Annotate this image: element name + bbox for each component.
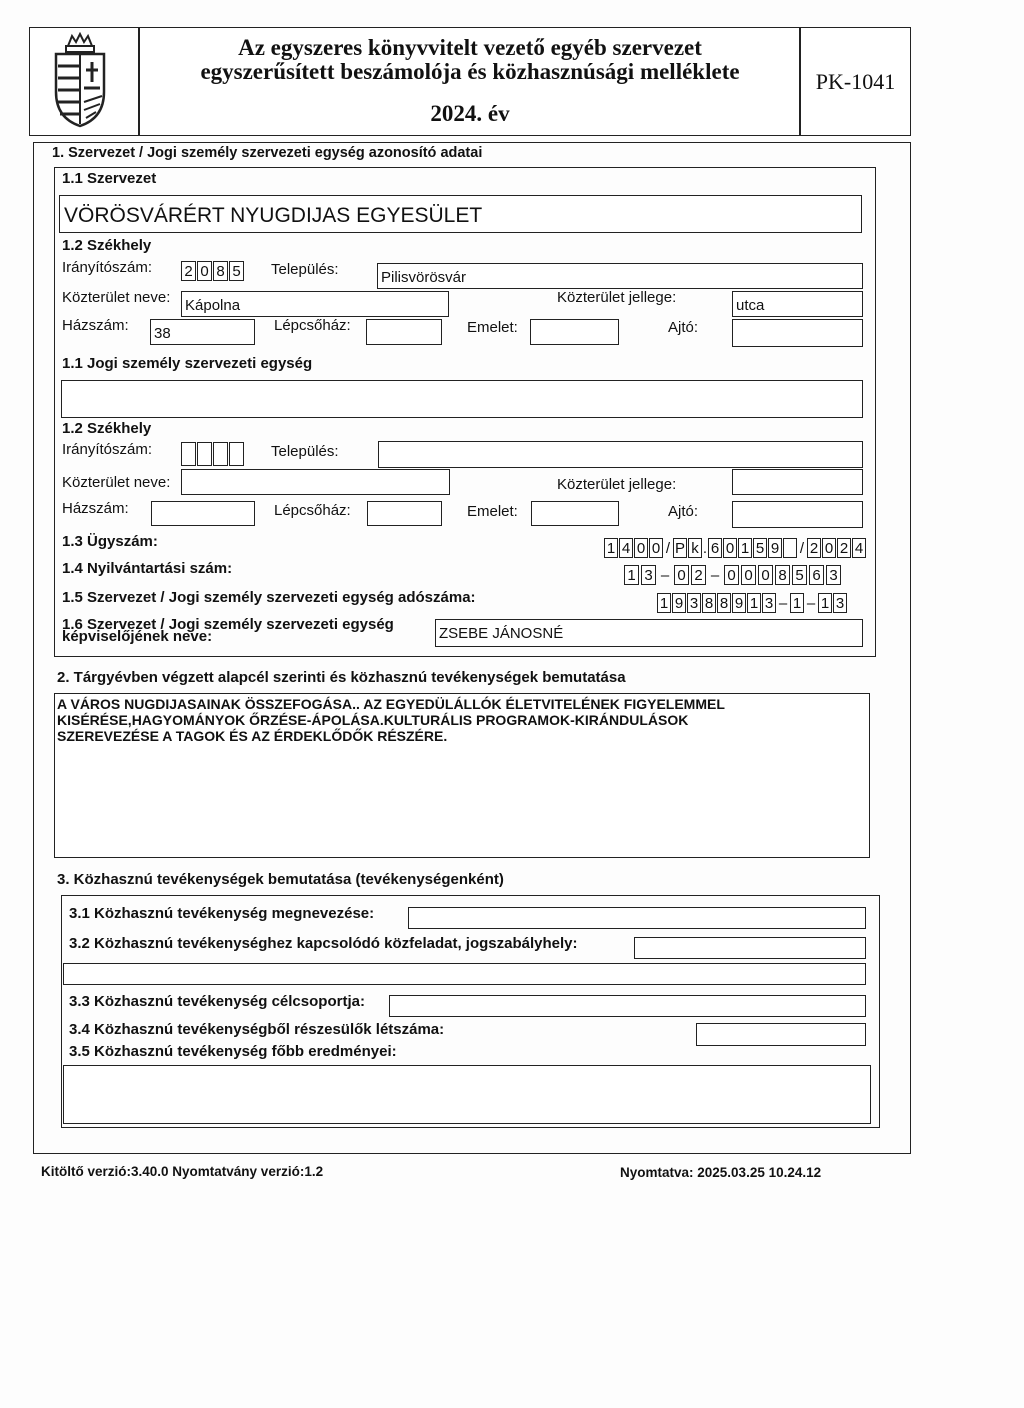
tax-no-char: 3 [833, 593, 847, 613]
zip-digit: 2 [181, 261, 196, 281]
seat2-house-label: Házszám: [62, 500, 129, 517]
zip-digit [229, 442, 244, 466]
case-no-char: 0 [723, 538, 737, 558]
zip-digit [213, 442, 228, 466]
tax-no-char: 8 [717, 593, 731, 613]
seat2-heading: 1.2 Székhely [62, 420, 152, 437]
form-code: PK-1041 [815, 69, 896, 94]
section2-title: 2. Tárgyévben végzett alapcél szerinti és közhasznú tevékenységek bemutatása [57, 669, 626, 686]
city-field[interactable] [377, 263, 863, 289]
reg-no-char: 2 [691, 565, 706, 585]
q5-label: 3.5 Közhasznú tevékenység főbb eredményei: [69, 1043, 397, 1060]
tax-no-field[interactable] [657, 593, 847, 613]
zip-field[interactable] [181, 261, 244, 281]
seat2-street-field[interactable] [181, 469, 450, 495]
coat-of-arms-icon [50, 32, 110, 128]
form-year: 2024. év [430, 101, 510, 126]
tax-no-separator: – [778, 594, 788, 612]
street-type-field[interactable] [732, 291, 863, 317]
tax-no-char: 8 [702, 593, 716, 613]
q2-label: 3.2 Közhasznú tevékenységhez kapcsolódó közfeladat, jogszabályhely: [69, 935, 578, 952]
house-field[interactable] [150, 319, 255, 345]
reg-no-char: 1 [624, 565, 639, 585]
case-no-char: 0 [634, 538, 648, 558]
legal-unit-heading: 1.1 Jogi személy szervezeti egység [62, 355, 313, 372]
case-no-char: 6 [708, 538, 722, 558]
case-no-label: 1.3 Ügyszám: [62, 533, 158, 550]
legal-unit-name-field[interactable] [61, 380, 863, 418]
zip-digit [197, 442, 212, 466]
reg-no-char: 0 [758, 565, 773, 585]
reg-no-char: 3 [641, 565, 656, 585]
case-no-char: 0 [649, 538, 663, 558]
street-type-label: Közterület jellege: [557, 289, 677, 306]
seat2-floor-field[interactable] [531, 501, 619, 526]
tax-no-char: 3 [687, 593, 701, 613]
reg-no-separator: – [660, 566, 670, 584]
section2-text-line3: SZEREVEZÉSE A TAGOK ÉS AZ ÉRDEKLŐDŐK RÉSZÉRE. [57, 728, 448, 744]
seat2-zip-label: Irányítószám: [62, 441, 153, 458]
section2-text-field[interactable] [54, 693, 870, 858]
section2-text-line1: A VÁROS NUGDIJASAINAK ÖSSZEFOGÁSA.. AZ EGYEDÜLÁLLÓK ÉLETVITELÉNEK FIGYELEMMEL [57, 696, 725, 712]
door-field[interactable] [732, 319, 863, 347]
seat-heading: 1.2 Székhely [62, 237, 152, 254]
org-name-field[interactable] [59, 195, 862, 233]
case-no-char: 4 [619, 538, 633, 558]
street-label: Közterület neve: [62, 289, 171, 306]
tax-no-char: 1 [747, 593, 761, 613]
reg-no-char: 5 [792, 565, 807, 585]
floor-field[interactable] [530, 319, 619, 345]
tax-no-char: 9 [732, 593, 746, 613]
case-no-char: 0 [822, 538, 836, 558]
seat2-stair-field[interactable] [367, 501, 442, 526]
case-no-separator: . [702, 539, 708, 557]
seat2-door-field[interactable] [732, 501, 863, 528]
footer-printed: Nyomtatva: 2025.03.25 10.24.12 [620, 1165, 822, 1180]
org-heading: 1.1 Szervezet [62, 170, 157, 187]
street-type-value: utca [736, 297, 765, 314]
seat2-zip-field[interactable] [181, 442, 244, 466]
zip-digit: 0 [197, 261, 212, 281]
city-label: Település: [271, 261, 339, 278]
seat2-street-label: Közterület neve: [62, 474, 171, 491]
city-value: Pilisvörösvár [381, 269, 467, 286]
house-label: Házszám: [62, 317, 129, 334]
org-name-value: VÖRÖSVÁRÉRT NYUGDIJAS EGYESÜLET [64, 204, 483, 227]
tax-no-char: 3 [762, 593, 776, 613]
case-no-separator: / [799, 539, 805, 557]
q4-field[interactable] [696, 1023, 866, 1046]
seat2-house-field[interactable] [151, 501, 255, 526]
case-no-char: 9 [768, 538, 782, 558]
door-label: Ajtó: [668, 319, 699, 336]
seat2-street-type-field[interactable] [732, 469, 863, 495]
reg-no-separator: – [710, 566, 720, 584]
q1-label: 3.1 Közhasznú tevékenység megnevezése: [69, 905, 375, 922]
seat2-door-label: Ajtó: [668, 503, 699, 520]
tax-no-char: 1 [657, 593, 671, 613]
case-no-char: 4 [852, 538, 866, 558]
tax-no-char: 1 [790, 593, 804, 613]
case-no-char: 2 [837, 538, 851, 558]
q3-field[interactable] [389, 995, 866, 1017]
q3-label: 3.3 Közhasznú tevékenység célcsoportja: [69, 993, 365, 1010]
zip-digit: 5 [229, 261, 244, 281]
reg-no-char: 0 [674, 565, 689, 585]
case-no-char: 1 [738, 538, 752, 558]
rep-label-line2: képviselőjének neve: [62, 628, 213, 645]
stair-label: Lépcsőház: [274, 317, 351, 334]
case-no-separator: / [665, 539, 671, 557]
case-no-char: 1 [604, 538, 618, 558]
reg-no-label: 1.4 Nyilvántartási szám: [62, 560, 233, 577]
case-no-char: 5 [753, 538, 767, 558]
reg-no-char: 0 [724, 565, 739, 585]
reg-no-char: 0 [741, 565, 756, 585]
seat2-street-type-label: Közterület jellege: [557, 476, 677, 493]
section2-text-line2: KISÉRÉSE,HAGYOMÁNYOK ŐRZÉSE-ÁPOLÁSA.KULTURÁLIS PROGRAMOK-KIRÁNDULÁSOK [57, 712, 689, 728]
tax-no-label: 1.5 Szervezet / Jogi személy szervezeti egység adószáma: [62, 589, 476, 606]
street-field[interactable] [181, 291, 449, 317]
reg-no-char: 8 [775, 565, 790, 585]
tax-no-char: 1 [818, 593, 832, 613]
q2-field-short[interactable] [634, 937, 866, 959]
house-value: 38 [154, 325, 171, 342]
zip-digit: 8 [213, 261, 228, 281]
reg-no-char: 6 [809, 565, 824, 585]
seat2-city-field[interactable] [378, 441, 863, 468]
case-no-char: k [688, 538, 702, 558]
reg-no-char: 3 [826, 565, 841, 585]
rep-label-line1: 1.6 Szervezet / Jogi személy szervezeti egység [62, 616, 394, 633]
zip-label: Irányítószám: [62, 259, 153, 276]
rep-name-value: ZSEBE JÁNOSNÉ [439, 625, 564, 642]
q5-field[interactable] [63, 1065, 871, 1124]
case-no-char [783, 538, 797, 558]
form-title-line2: egyszerűsített beszámolója és közhasznúsági melléklete [200, 59, 740, 84]
form-title-line1: Az egyszeres könyvvitelt vezető egyéb szervezet [238, 35, 702, 60]
case-no-char: 2 [807, 538, 821, 558]
case-no-char: P [674, 539, 685, 557]
street-value: Kápolna [185, 297, 241, 314]
q2-field-long[interactable] [63, 963, 866, 985]
floor-label: Emelet: [467, 319, 518, 336]
seat2-floor-label: Emelet: [467, 503, 518, 520]
zip-digit [181, 442, 196, 466]
section3-title: 3. Közhasznú tevékenységek bemutatása (tevékenységenként) [57, 871, 504, 888]
tax-no-separator: – [806, 594, 816, 612]
tax-no-char: 9 [672, 593, 686, 613]
q1-field[interactable] [408, 907, 866, 929]
reg-no-field[interactable] [624, 565, 841, 585]
seat2-city-label: Település: [271, 443, 339, 460]
q4-label: 3.4 Közhasznú tevékenységből részesülők létszáma: [69, 1021, 445, 1038]
case-no-field[interactable] [604, 538, 866, 558]
section1-title: 1. Szervezet / Jogi személy szervezeti egység azonosító adatai [52, 145, 483, 161]
footer-version: Kitöltő verzió:3.40.0 Nyomtatvány verzió:1.2 [41, 1164, 324, 1179]
stair-field[interactable] [366, 319, 442, 345]
rep-name-field[interactable] [435, 619, 863, 647]
seat2-stair-label: Lépcsőház: [274, 502, 351, 519]
